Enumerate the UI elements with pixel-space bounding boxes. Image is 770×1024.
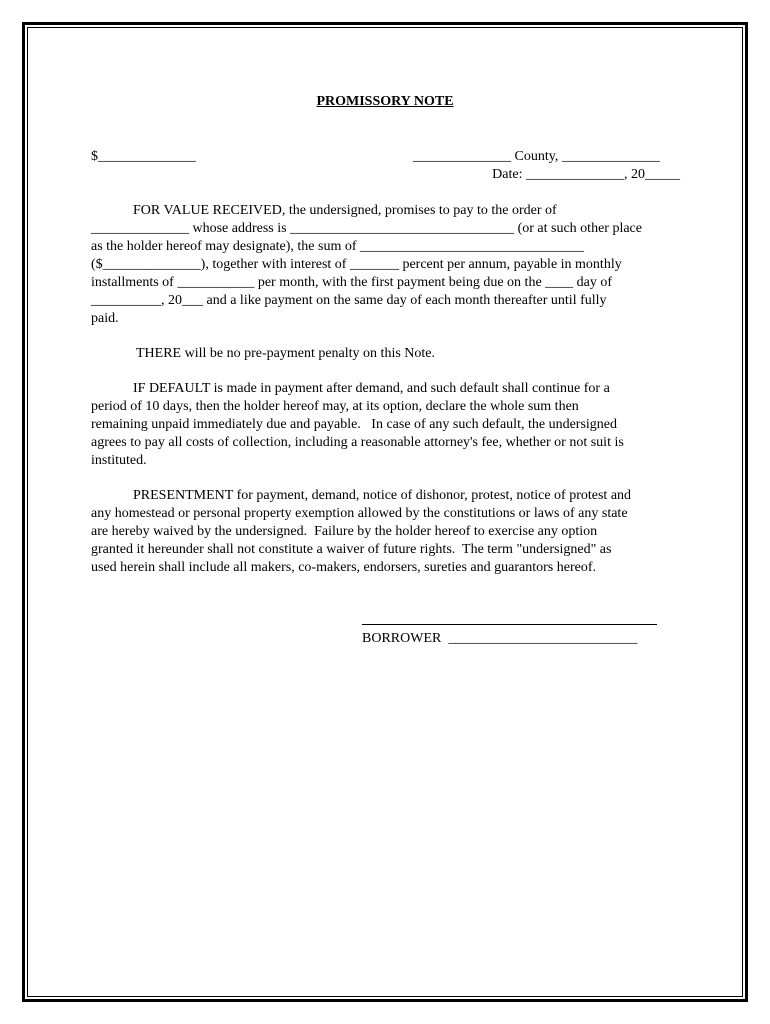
- paragraph-line: paid.: [91, 311, 119, 326]
- paragraph-line: __________, 20___ and a like payment on the same day of each month thereafter until fully: [91, 293, 607, 308]
- paragraph-line: ______________ whose address is ________________________________ (or at such other place: [91, 221, 642, 236]
- paragraph-line: as the holder hereof may designate), the sum of ________________________________: [91, 239, 585, 254]
- paragraph-prepayment: THERE will be no pre-payment penalty on this Note.: [136, 346, 435, 361]
- paragraph-line: installments of ___________ per month, with the first payment being due on the ____ day of: [91, 275, 613, 290]
- amount-field: $______________: [91, 149, 196, 164]
- paragraph-line: remaining unpaid immediately due and payable. In case of any such default, the undersigned: [91, 417, 617, 432]
- paragraph-line: agrees to pay all costs of collection, including a reasonable attorney's fee, whether or not suit is: [91, 435, 624, 450]
- paragraph-line: granted it hereunder shall not constitute a waiver of future rights. The term "undersigned" as: [91, 542, 612, 557]
- paragraph-line: are hereby waived by the undersigned. Failure by the holder hereof to exercise any option: [91, 524, 598, 539]
- date-field: Date: ______________, 20_____: [492, 167, 680, 182]
- paragraph-default: [91, 380, 681, 470]
- document-title: PROMISSORY NOTE: [316, 94, 454, 109]
- county-field: ______________ County, ______________: [413, 149, 660, 164]
- paragraph-line: instituted.: [91, 453, 147, 468]
- paragraph-line: PRESENTMENT for payment, demand, notice of dishonor, protest, notice of protest and: [91, 488, 632, 503]
- paragraph-line: IF DEFAULT is made in payment after demand, and such default shall continue for a: [91, 381, 610, 396]
- paragraph-line: used herein shall include all makers, co-makers, endorsers, sureties and guarantors hereof.: [91, 560, 596, 575]
- paragraph-presentment: [91, 487, 681, 577]
- paragraph-line: period of 10 days, then the holder hereof may, at its option, declare the whole sum then: [91, 399, 579, 414]
- paragraph-line: FOR VALUE RECEIVED, the undersigned, promises to pay to the order of: [91, 203, 557, 218]
- paragraph-value-received: [91, 202, 681, 328]
- paragraph-line: any homestead or personal property exemption allowed by the constitutions or laws of any state: [91, 506, 628, 521]
- borrower-signature-label: BORROWER ___________________________: [362, 631, 638, 646]
- signature-line: [362, 624, 657, 625]
- paragraph-line: ($______________), together with interest of _______ percent per annum, payable in monthly: [91, 257, 622, 272]
